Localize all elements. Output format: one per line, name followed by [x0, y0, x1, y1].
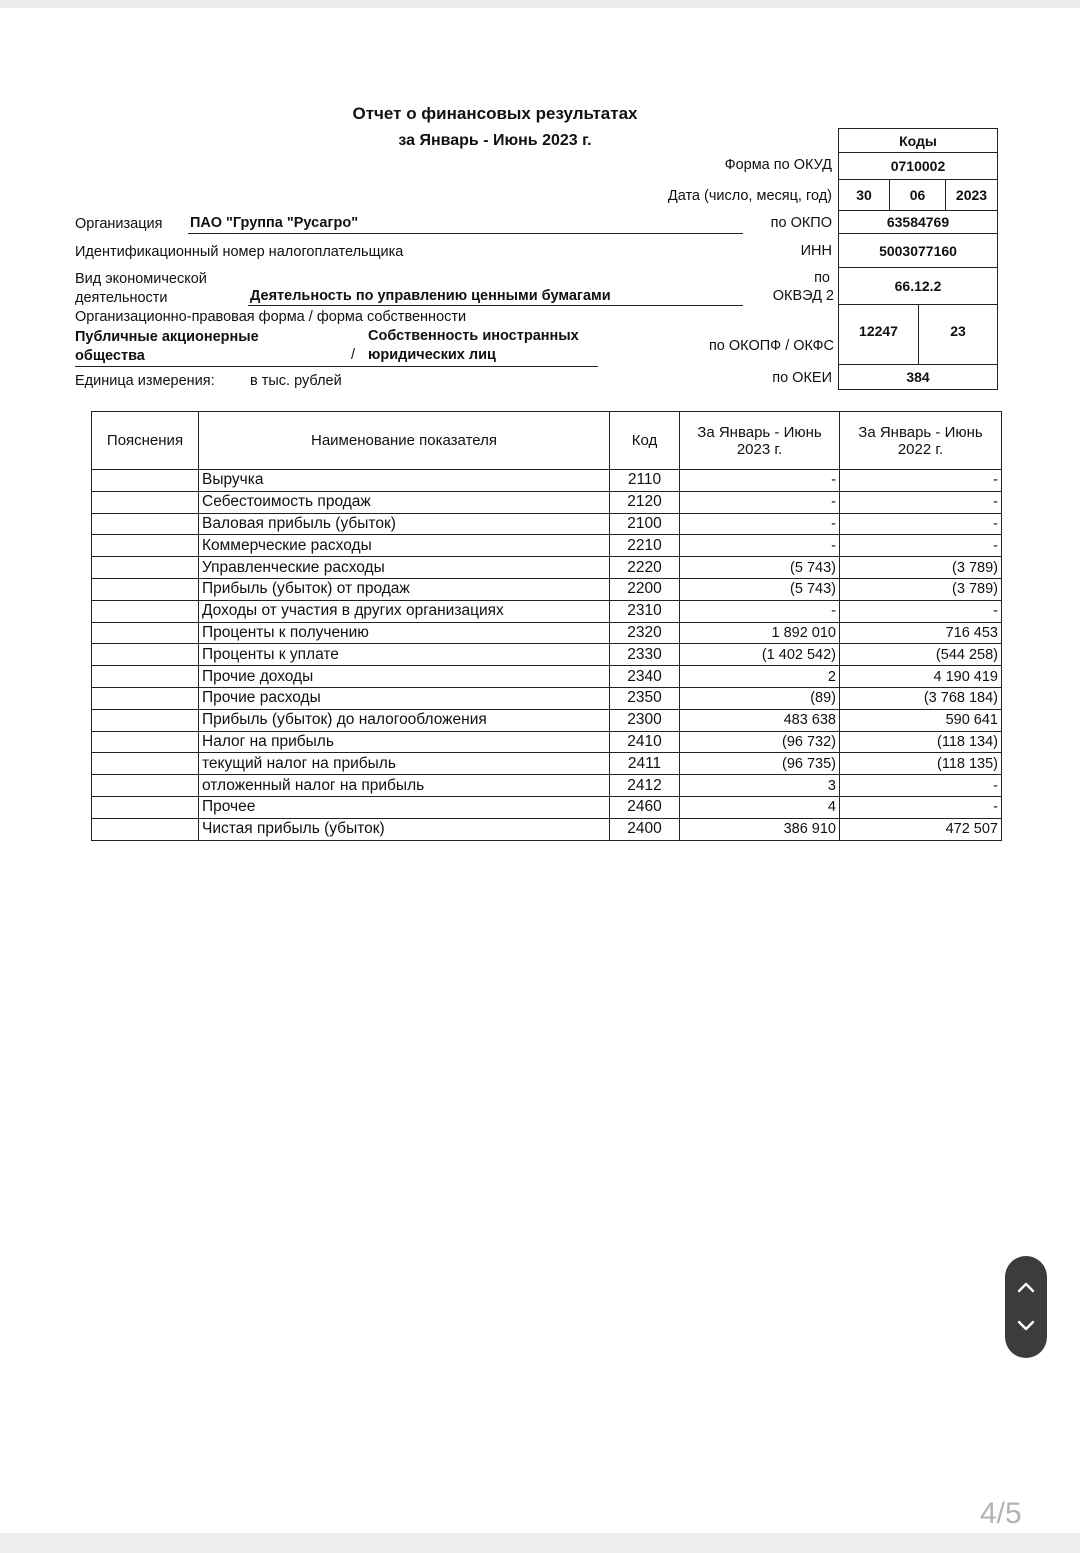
notes-cell	[92, 513, 199, 535]
row-name: Управленческие расходы	[199, 557, 610, 579]
row-value-2022: (3 789)	[840, 557, 1002, 579]
notes-cell	[92, 709, 199, 731]
page-scroll-control	[1005, 1256, 1047, 1358]
row-name: Проценты к уплате	[199, 644, 610, 666]
table-row	[92, 557, 1002, 579]
inn-value: 5003077160	[838, 233, 998, 268]
table-row	[92, 775, 1002, 797]
row-code: 2310	[610, 600, 680, 622]
date-day: 30	[838, 179, 890, 211]
activity-value: Деятельность по управлению ценными бумагами	[250, 288, 611, 304]
legal-form-line2: общества	[75, 348, 145, 364]
row-code: 2330	[610, 644, 680, 666]
row-value-2022: 472 507	[840, 818, 1002, 840]
row-value-2022: 4 190 419	[840, 666, 1002, 688]
row-value-2022: -	[840, 513, 1002, 535]
row-value-2022: 716 453	[840, 622, 1002, 644]
row-value-2023: (5 743)	[680, 578, 840, 600]
report-title: Отчет о финансовых результатах	[352, 104, 638, 123]
row-name: Доходы от участия в других организациях	[199, 600, 610, 622]
row-value-2022: -	[840, 796, 1002, 818]
codes-box	[838, 128, 998, 390]
legal-form-line1: Публичные акционерные	[75, 329, 259, 345]
okved-label-1: по	[814, 270, 830, 286]
row-value-2023: (89)	[680, 687, 840, 709]
okfs-value: 23	[918, 304, 998, 365]
notes-cell	[92, 644, 199, 666]
table-row	[92, 491, 1002, 513]
row-code: 2411	[610, 753, 680, 775]
row-value-2023: -	[680, 535, 840, 557]
row-value-2023: -	[680, 600, 840, 622]
chevron-up-icon	[1017, 1281, 1035, 1293]
notes-cell	[92, 818, 199, 840]
table-row	[92, 687, 1002, 709]
unit-label: Единица измерения:	[75, 373, 215, 389]
inn-code-label: ИНН	[800, 243, 832, 259]
org-label: Организация	[75, 216, 163, 232]
header-period-2022-line1: За Январь - Июнь	[858, 423, 983, 441]
row-value-2022: 590 641	[840, 709, 1002, 731]
row-name: отложенный налог на прибыль	[199, 775, 610, 797]
okud-label: Форма по ОКУД	[724, 157, 832, 173]
date-label: Дата (число, месяц, год)	[667, 188, 832, 204]
row-value-2022: -	[840, 600, 1002, 622]
okei-label: по ОКЕИ	[772, 370, 832, 386]
row-name: Прочее	[199, 796, 610, 818]
inn-label: Идентификационный номер налогоплательщика	[75, 244, 404, 260]
org-name: ПАО "Группа "Русагро"	[190, 215, 359, 231]
notes-cell	[92, 622, 199, 644]
notes-cell	[92, 491, 199, 513]
row-code: 2120	[610, 491, 680, 513]
row-value-2023: (96 735)	[680, 753, 840, 775]
table-row	[92, 578, 1002, 600]
row-name: Прочие доходы	[199, 666, 610, 688]
header-code: Код	[610, 412, 680, 470]
okpo-value: 63584769	[838, 210, 998, 234]
row-code: 2200	[610, 578, 680, 600]
activity-label-1: Вид экономической	[75, 271, 207, 287]
legal-form-underline	[75, 366, 598, 367]
row-value-2022: (118 135)	[840, 753, 1002, 775]
row-code: 2410	[610, 731, 680, 753]
activity-label-2: деятельности	[75, 290, 168, 306]
row-value-2023: 2	[680, 666, 840, 688]
table-row	[92, 796, 1002, 818]
row-name: Себестоимость продаж	[199, 491, 610, 513]
row-value-2022: -	[840, 470, 1002, 492]
okpo-label: по ОКПО	[770, 215, 832, 231]
notes-cell	[92, 666, 199, 688]
notes-cell	[92, 731, 199, 753]
notes-cell	[92, 753, 199, 775]
row-value-2023: 386 910	[680, 818, 840, 840]
row-code: 2210	[610, 535, 680, 557]
notes-cell	[92, 796, 199, 818]
unit-value: в тыс. рублей	[250, 373, 342, 389]
table-row	[92, 644, 1002, 666]
org-underline	[188, 233, 743, 234]
row-name: Налог на прибыль	[199, 731, 610, 753]
row-value-2023: (1 402 542)	[680, 644, 840, 666]
row-value-2022: (3 768 184)	[840, 687, 1002, 709]
row-value-2022: -	[840, 535, 1002, 557]
row-name: Прибыль (убыток) от продаж	[199, 578, 610, 600]
row-value-2023: 1 892 010	[680, 622, 840, 644]
row-value-2023: (5 743)	[680, 557, 840, 579]
ownership-line2: юридических лиц	[368, 347, 496, 363]
header-period-2022-line2: 2022 г.	[897, 440, 944, 458]
report-period: за Январь - Июнь 2023 г.	[398, 132, 592, 149]
row-code: 2400	[610, 818, 680, 840]
row-value-2023: 483 638	[680, 709, 840, 731]
okei-value: 384	[838, 364, 998, 390]
table-row	[92, 513, 1002, 535]
row-name: Выручка	[199, 470, 610, 492]
row-value-2022: (544 258)	[840, 644, 1002, 666]
row-code: 2412	[610, 775, 680, 797]
row-code: 2350	[610, 687, 680, 709]
row-name: текущий налог на прибыль	[199, 753, 610, 775]
row-value-2023: -	[680, 470, 840, 492]
row-value-2023: -	[680, 513, 840, 535]
row-name: Проценты к получению	[199, 622, 610, 644]
table-header-row	[92, 412, 1002, 470]
notes-cell	[92, 470, 199, 492]
row-code: 2100	[610, 513, 680, 535]
notes-cell	[92, 775, 199, 797]
row-value-2023: (96 732)	[680, 731, 840, 753]
table-row	[92, 600, 1002, 622]
page-indicator: 4/5	[980, 1497, 1022, 1530]
row-name: Коммерческие расходы	[199, 535, 610, 557]
table-row	[92, 470, 1002, 492]
financial-results-table	[91, 411, 1002, 841]
table-row	[92, 622, 1002, 644]
table-row	[92, 818, 1002, 840]
date-year: 2023	[945, 179, 998, 211]
top-edge	[0, 0, 1080, 8]
row-code: 2110	[610, 470, 680, 492]
row-value-2022: -	[840, 775, 1002, 797]
notes-cell	[92, 557, 199, 579]
header-notes: Пояснения	[92, 412, 199, 470]
row-name: Прибыль (убыток) до налогообложения	[199, 709, 610, 731]
row-code: 2460	[610, 796, 680, 818]
row-code: 2220	[610, 557, 680, 579]
row-code: 2320	[610, 622, 680, 644]
row-value-2022: (118 134)	[840, 731, 1002, 753]
okved-label-2: ОКВЭД 2	[772, 288, 834, 304]
row-value-2022: -	[840, 491, 1002, 513]
scroll-up-button[interactable]	[1005, 1267, 1047, 1307]
header-period-2023-line1: За Январь - Июнь	[697, 423, 822, 441]
header-name: Наименование показателя	[199, 412, 610, 470]
legal-form-label: Организационно-правовая форма / форма собственности	[75, 309, 467, 325]
chevron-down-icon	[1017, 1320, 1035, 1332]
row-code: 2340	[610, 666, 680, 688]
header-period-2023	[680, 412, 840, 470]
table-row	[92, 666, 1002, 688]
table-row	[92, 753, 1002, 775]
table-row	[92, 731, 1002, 753]
codes-heading: Коды	[838, 128, 998, 153]
header-period-2022	[840, 412, 1002, 470]
notes-cell	[92, 535, 199, 557]
row-code: 2300	[610, 709, 680, 731]
row-value-2022: (3 789)	[840, 578, 1002, 600]
row-value-2023: -	[680, 491, 840, 513]
table-row	[92, 535, 1002, 557]
header-period-2023-line2: 2023 г.	[736, 440, 783, 458]
table-row	[92, 709, 1002, 731]
bottom-bar	[0, 1533, 1080, 1553]
notes-cell	[92, 578, 199, 600]
okopf-value: 12247	[838, 304, 919, 365]
date-month: 06	[889, 179, 946, 211]
activity-underline	[248, 305, 743, 306]
row-value-2023: 4	[680, 796, 840, 818]
row-name: Прочие расходы	[199, 687, 610, 709]
okved-value: 66.12.2	[838, 267, 998, 305]
okud-value: 0710002	[838, 152, 998, 180]
notes-cell	[92, 600, 199, 622]
form-slash: /	[351, 347, 356, 363]
scroll-down-button[interactable]	[1005, 1306, 1047, 1346]
notes-cell	[92, 687, 199, 709]
okopf-label: по ОКОПФ / ОКФС	[708, 338, 834, 354]
row-value-2023: 3	[680, 775, 840, 797]
ownership-line1: Собственность иностранных	[368, 328, 579, 344]
row-name: Чистая прибыль (убыток)	[199, 818, 610, 840]
row-name: Валовая прибыль (убыток)	[199, 513, 610, 535]
